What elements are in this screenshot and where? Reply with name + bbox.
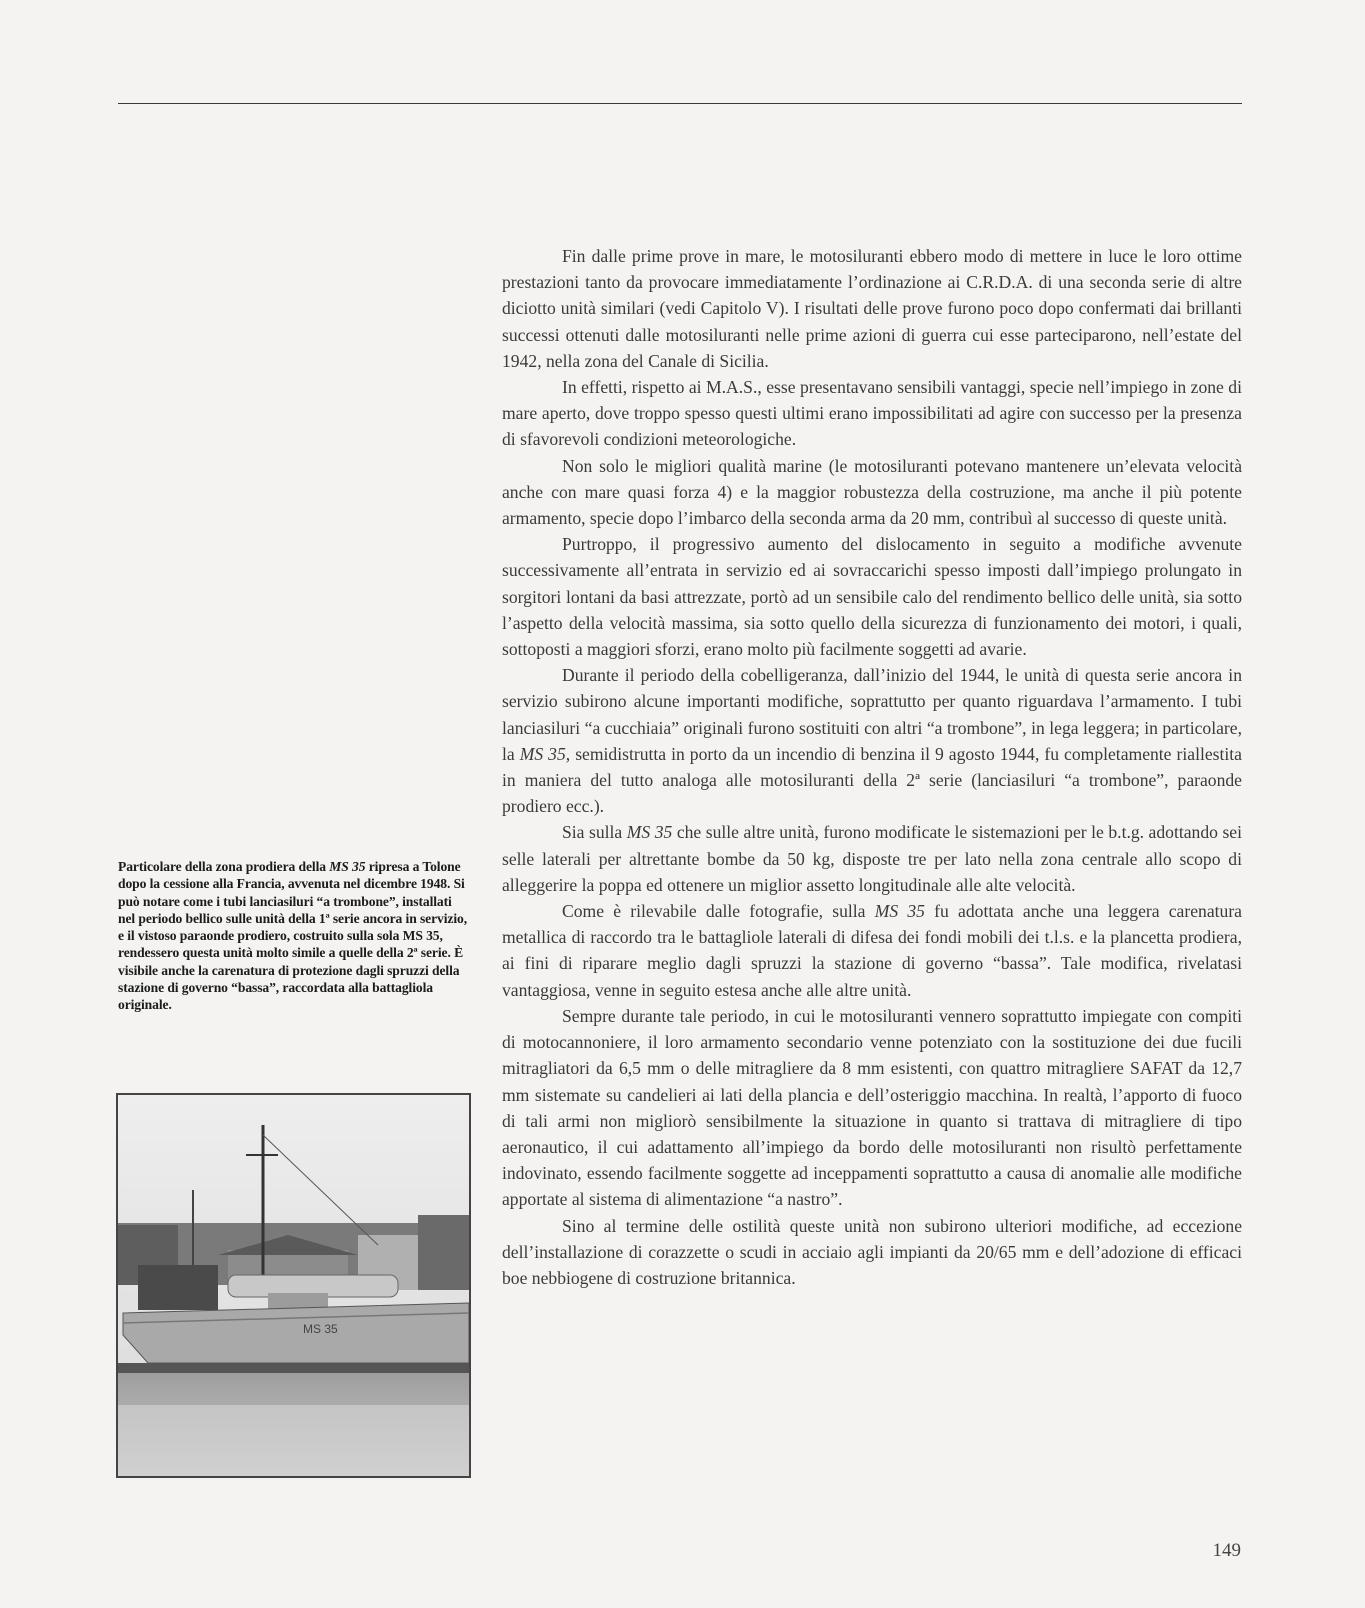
vessel-name: MS 35 [874, 901, 925, 922]
boat-photograph [116, 1093, 471, 1478]
paragraph-8: Sempre durante tale periodo, in cui le motosiluranti vennero soprattutto impiegate con compiti di motocannoniere, il loro armamento secondario venne potenziato con la sostituzione dei due fucili mitragliatori da 6,5 mm o delle mitragliere da 8 mm esistenti, con quattro mitragliere SAFAT da 12,7 mm sistemate su candelieri ai lati della plancia e dell’osteriggio macchina. In realtà, l’apporto di fuoco di tali armi non migliorò sensibilmente la situazione in quanto si trattava di mitragliere di tipo aeronautico, il cui adattamento all’impiego da bordo delle motosiluranti non risultò perfettamente indovinato, essendo facilmente soggette ad inceppamenti soprattutto a causa di anomalie alle modifiche apportate al sistema di alimentazione “a nastro”. [502, 1005, 1242, 1210]
hull-marking: MS 35 [303, 1322, 338, 1336]
caption-vessel-name: MS 35 [329, 859, 366, 874]
paragraph-4: Purtroppo, il progressivo aumento del dislocamento in seguito a modifiche avvenute successivamente all’entrata in servizio ed ai sovraccarichi spesso imposti dall’impiego prolungato in sorgitori lontani da basi attrezzate, portò ad un sensibile calo del rendimento bellico delle unità, sia sotto l’aspetto della velocità massima, sia sotto quello della sicurezza di funzionamento dei motori, i quali, sottoposti a maggiori sforzi, erano molto più facilmente soggetti ad avarie. [502, 534, 1242, 660]
header-rule [118, 103, 1242, 104]
page-number: 149 [1212, 1540, 1241, 1561]
photo-caption: Particolare della zona prodiera della MS 35 ripresa a Tolone dopo la cessione alla Francia, avvenuta nel dicembre 1948. Si può notare come i tubi lanciasiluri “a trombone”, installati nel periodo bellico sulle unità della 1ª serie ancora in servizio, e il vistoso paraonde prodiero, costruito sulla sola MS 35, rendessero questa unità molto simile a quelle della 2ª serie. È visibile anche la carenatura di protezione dagli spruzzi della stazione di governo “bassa”, raccordata alla battagliola originale. [118, 859, 468, 1013]
paragraph-3: Non solo le migliori qualità marine (le motosiluranti potevano mantenere un’elevata velocità anche con mare quasi forza 4) e la maggior robustezza della costruzione, ma anche il più potente armamento, specie dopo l’imbarco della seconda arma da 20 mm, contribuì al successo di queste unità. [502, 455, 1242, 529]
paragraph-1: Fin dalle prime prove in mare, le motosiluranti ebbero modo di mettere in luce le loro ottime prestazioni tanto da provocare immediatamente l’ordinazione ai C.R.D.A. di una seconda serie di altre diciotto unità similari (vedi Capitolo V). I risultati delle prove furono poco dopo confermati dai brillanti successi ottenuti dalle motosiluranti nelle prime azioni di guerra cui esse parteciparono, nell’estate del 1942, nella zona del Canale di Sicilia. [502, 246, 1242, 371]
vessel-name: MS 35 [519, 743, 566, 764]
paragraph-7: Come è rilevabile dalle fotografie, sulla MS 35 fu adottata anche una leggera carenatura metallica di raccordo tra le battagliole laterali di difesa dei fondi mobili dei t.l.s. e la plancetta prodiera, ai fini di riparare meglio dagli spruzzi la stazione di governo “bassa”. Tale modifica, rivelatasi vantaggiosa, venne in seguito estesa anche alle altre unità. [502, 901, 1242, 1000]
paragraph-9: Sino al termine delle ostilità queste unità non subirono ulteriori modifiche, ad eccezione dell’installazione di corazzette o scudi in acciaio agli impianti da 20/65 mm e dell’adozione di efficaci boe nebbiogene di costruzione britannica. [502, 1215, 1242, 1288]
paragraph-6: Sia sulla MS 35 che sulle altre unità, furono modificate le sistemazioni per le b.t.g. adottando sei selle laterali per altrettante bombe da 50 kg, disposte tre per lato nella zona centrale allo scopo di alleggerire la poppa ed ottenere un miglior assetto longitudinale alle alte velocità. [502, 822, 1242, 895]
vessel-name: MS 35 [626, 822, 673, 843]
paragraph-2: In effetti, rispetto ai M.A.S., esse presentavano sensibili vantaggi, specie nell’impiego in zone di mare aperto, dove troppo spesso questi ultimi erano impossibilitati ad agire con successo per la presenza di sfavorevoli condizioni meteorologiche. [502, 377, 1242, 450]
paragraph-5: Durante il periodo della cobelligeranza, dall’inizio del 1944, le unità di questa serie ancora in servizio subirono alcune importanti modifiche, soprattutto per quanto riguardava l’armamento. I tubi lanciasiluri “a cucchiaia” originali furono sostituiti con altri “a trombone”, in lega leggera; in particolare, la MS 35, semidistrutta in porto da un incendio di benzina il 9 agosto 1944, fu completamente riallestita in maniera del tutto analoga alle motosiluranti della 2ª serie (lanciasiluri “a trombone”, paraonde prodiero ecc.). [502, 665, 1242, 817]
body-text [502, 243, 1242, 1291]
